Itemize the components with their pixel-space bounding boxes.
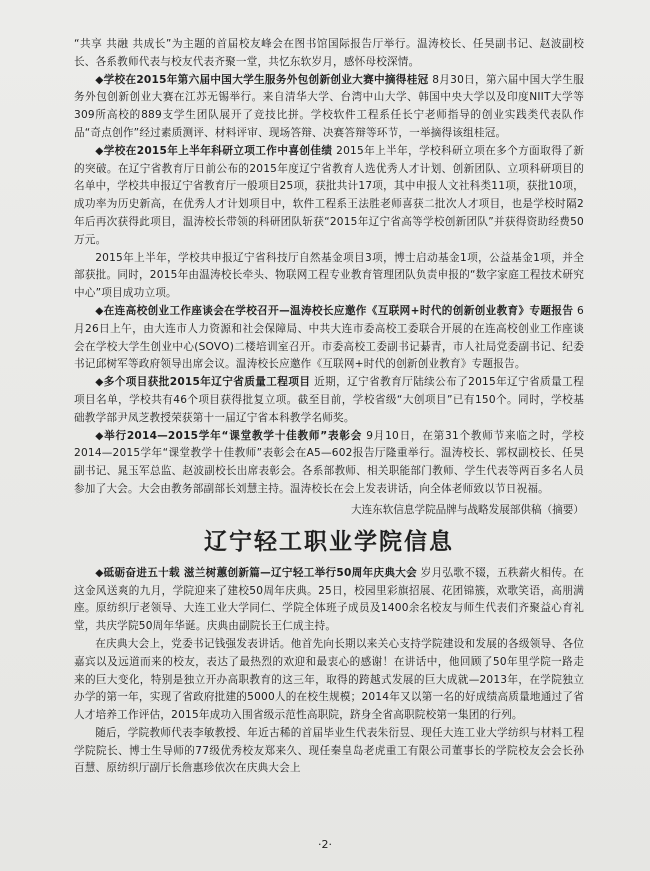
news-headline: ◆多个项目获批2015年辽宁省质量工程项目: [95, 376, 311, 389]
news-headline: ◆在连高校创业工作座谈会在学校召开—温涛校长应邀作《互联网+时代的创新创业教育》专题报告: [95, 304, 574, 317]
news-body: 2015年上半年，学校科研立项在多个方面取得了新的突破。在辽宁省教育厅日前公布的2015年度辽宁省教育人选优秀人才计划、创新团队、立项科研项目的名单中，学校共申报辽宁省教育厅一般项目25项，获批共计17项，其中申报人文社科类11项，获批10项，成功率为历史新高，在优秀人才计划项目中，软件工程系王法胜老师喜获二批次人才项目，也是学校时隔2年后再次获得此项目，温涛校长带领的科研团队斩获“2015年辽宁省高等学校创新团队”并获得资助经费50万元。: [74, 144, 584, 246]
paragraph-research-followup: [74, 250, 584, 303]
news-item-research-projects: [74, 143, 584, 250]
paragraph-text: 2015年上半年，学校共申报辽宁省科技厅自然基金项目3项，博士启动基金1项，公益基金1项，并全部获批。同时，2015年由温涛校长牵头、物联网工程专业教育管理团队负责申报的“数字家庭工程技术研究中心”项目成功立项。: [74, 251, 584, 300]
page-number: ·2·: [318, 838, 332, 851]
paragraph-text: 随后，学院教师代表李敏教授、年近古稀的首届毕业生代表朱衍昱、现任大连工业大学纺织与材料工程学院院长、博士生导师的77级优秀校友郑来久、现任秦皇岛老虎重工有限公司董事长的学院校友会会长孙百慧、原纺织厅副厅长詹惠珍依次在庆典大会上: [74, 726, 584, 775]
news-item-teacher-awards: [74, 428, 584, 499]
news-body: 8月30日，第六届中国大学生服务外包创新创业大赛在江苏无锡举行。来自清华大学、台湾中山大学、韩国中央大学以及印度NIIT大学等309所高校的889支学生团队展开了竞技比拼。学校软件工程系任长宁老师指导的创业实践类代表队作品“奇点创作”经过素质测评、材料评审、现场答辩、决赛答辩等环节，一举摘得该组桂冠。: [74, 73, 584, 139]
news-item-anniversary: [74, 565, 584, 636]
paragraph-speech: [74, 636, 584, 725]
news-body: 岁月弘歌不辍，五秩薪火相传。在这金风送爽的九月，学院迎来了建校50周年庆典。25日，校园里彩旗招展、花团锦簇，欢歌笑语，高朋满座。原纺织厅老领导、大连工业大学同仁、学院全体班子成员及1400余名校友与师生代表们齐聚益心育礼堂，共庆学院50周年华诞。庆典由副院长王仁成主持。: [74, 566, 584, 633]
news-headline: ◆学校在2015年上半年科研立项工作中喜创佳绩: [95, 144, 333, 157]
paragraph-alumni-speakers: [74, 725, 584, 778]
news-item-outsourcing-contest: [74, 72, 584, 143]
news-body: 9月10日，在第31个教师节来临之时，学校2014—2015学年“课堂教学十佳教师”表彰会在A5—602报告厅隆重举行。温涛校长、郭权副校长、任昊副书记、晁玉军总监、赵波副校长出席表彰会。各系部教师、相关职能部门教师、学生代表等两百多名人员参加了大会。大会由教务部副部长刘慧主持。温涛校长在会上发表讲话，向全体老师致以节日祝福。: [74, 429, 584, 495]
news-item-quality-projects: [74, 374, 584, 427]
news-headline: ◆砥砺奋进五十载 滋兰树蕙创新篇—辽宁轻工举行50周年庆典大会: [95, 566, 418, 579]
news-headline: ◆举行2014—2015学年“课堂教学十佳教师”表彰会: [95, 429, 363, 442]
paragraph-text: 在庆典大会上，党委书记钱强发表讲话。他首先向长期以来关心支持学院建设和发展的各级领导、各位嘉宾以及远道而来的校友，表达了最热烈的欢迎和最衷心的感谢！在讲话中，他回顾了50年里学院一路走来的巨大变化，特别是独立开办高职教育的这三年，取得的跨越式发展的巨大成就—2013年，在学院独立办学的第一年，实现了省政府批建的5000人的在校生规模；2014年又以第一名的好成绩高质量地通过了省人才培养工作评估，2015年成功入围省级示范性高职院，跻身全省高职院校第一集团的行列。: [74, 637, 584, 722]
news-body: 6月26日上午，由大连市人力资源和社会保障局、中共大连市委高校工委联合开展的在连高校创业工作座谈会在学校大学生创业中心(SOVO)二楼培训室召开。市委高校工委副书记綦青，市人社局党委副书记、纪委书记邱树军等政府领导出席会议。温涛校长应邀作《互联网+时代的创新创业教育》专题报告。: [74, 304, 584, 371]
news-body: 近期，辽宁省教育厅陆续公布了2015年辽宁省质量工程项目名单，学校共有46个项目获得批复立项。截至目前，学校省级“大创项目”已有150个。同时，学校基础教学部尹凤芝教授荣获第十一届辽宁省本科教学名师奖。: [74, 376, 584, 424]
section-title: 辽宁轻工职业学院信息: [204, 528, 454, 555]
news-item-entrepreneurship-forum: [74, 303, 584, 374]
paragraph-alumni-summit: [74, 36, 584, 72]
news-headline: ◆学校在2015年第六届中国大学生服务外包创新创业大赛中摘得桂冠: [95, 73, 429, 86]
paragraph-text: “共享 共融 共成长”为主题的首届校友峰会在图书馆国际报告厅举行。温涛校长、任昊副书记、赵波副校长、各系教师代表与校友代表齐聚一堂，共忆东软岁月，感怀母校深情。: [74, 38, 584, 68]
source-credit: 大连东软信息学院品牌与战略发展部供稿（摘要）: [350, 503, 584, 516]
